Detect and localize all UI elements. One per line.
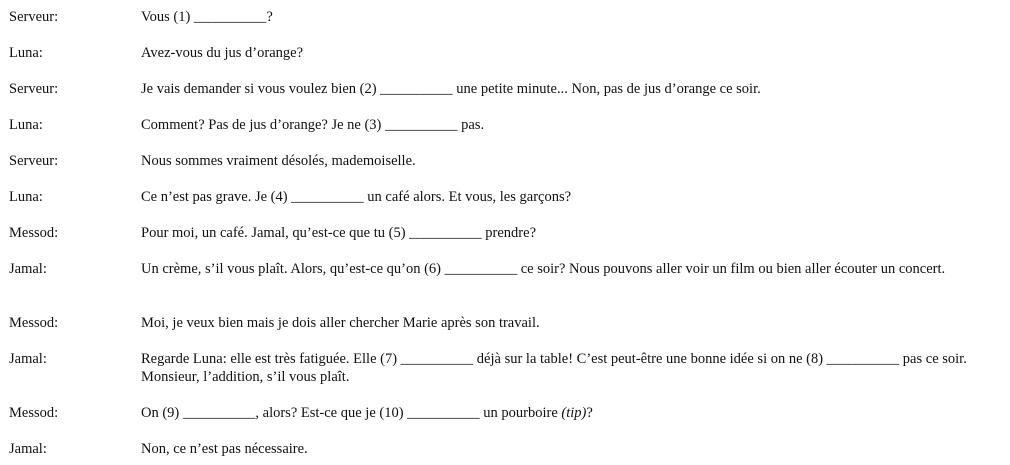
speaker-name: Messod:	[9, 225, 59, 241]
speaker-name: Jamal:	[9, 441, 47, 457]
speaker-name: Serveur:	[9, 9, 59, 25]
speaker-name: Serveur:	[9, 153, 59, 169]
speaker-name: Luna:	[9, 189, 43, 205]
line-text: Regarde Luna: elle est très fatiguée. Elle (7) __________ déjà sur la table! C’est peut-être une bonne idée si on ne (8) __________ pas ce soir. Monsieur, l’addition, s’il vous plaît.	[141, 351, 967, 385]
speaker-name: Luna:	[9, 117, 43, 133]
line-text: Je vais demander si vous voulez bien (2) __________ une petite minute... Non, pas de jus d’orange ce soir.	[141, 81, 761, 97]
line-text: Moi, je veux bien mais je dois aller chercher Marie après son travail.	[141, 315, 540, 331]
line-text: Non, ce n’est pas nécessaire.	[141, 441, 308, 457]
line-text: Un crème, s’il vous plaît. Alors, qu’est-ce qu’on (6) __________ ce soir? Nous pouvons aller voir un film ou bien aller écouter un concert.	[141, 261, 946, 277]
line-text: Ce n’est pas grave. Je (4) __________ un café alors. Et vous, les garçons?	[141, 189, 572, 205]
speaker-name: Jamal:	[9, 351, 47, 367]
line-text: Comment? Pas de jus d’orange? Je ne (3) __________ pas.	[141, 117, 485, 133]
line-text: On (9) __________, alors? Est-ce que je (10) __________ un pourboire (tip)?	[141, 405, 593, 421]
speaker-name: Luna:	[9, 45, 43, 61]
speaker-name: Serveur:	[9, 81, 59, 97]
line-text: Nous sommes vraiment désolés, mademoiselle.	[141, 153, 416, 169]
line-text: Vous (1) __________?	[141, 9, 273, 25]
italic-note: (tip)	[561, 405, 587, 421]
speaker-name: Messod:	[9, 315, 59, 331]
line-text: Avez-vous du jus d’orange?	[141, 45, 303, 61]
speaker-name: Jamal:	[9, 261, 47, 277]
speaker-name: Messod:	[9, 405, 59, 421]
line-text: Pour moi, un café. Jamal, qu’est-ce que tu (5) __________ prendre?	[141, 225, 537, 241]
